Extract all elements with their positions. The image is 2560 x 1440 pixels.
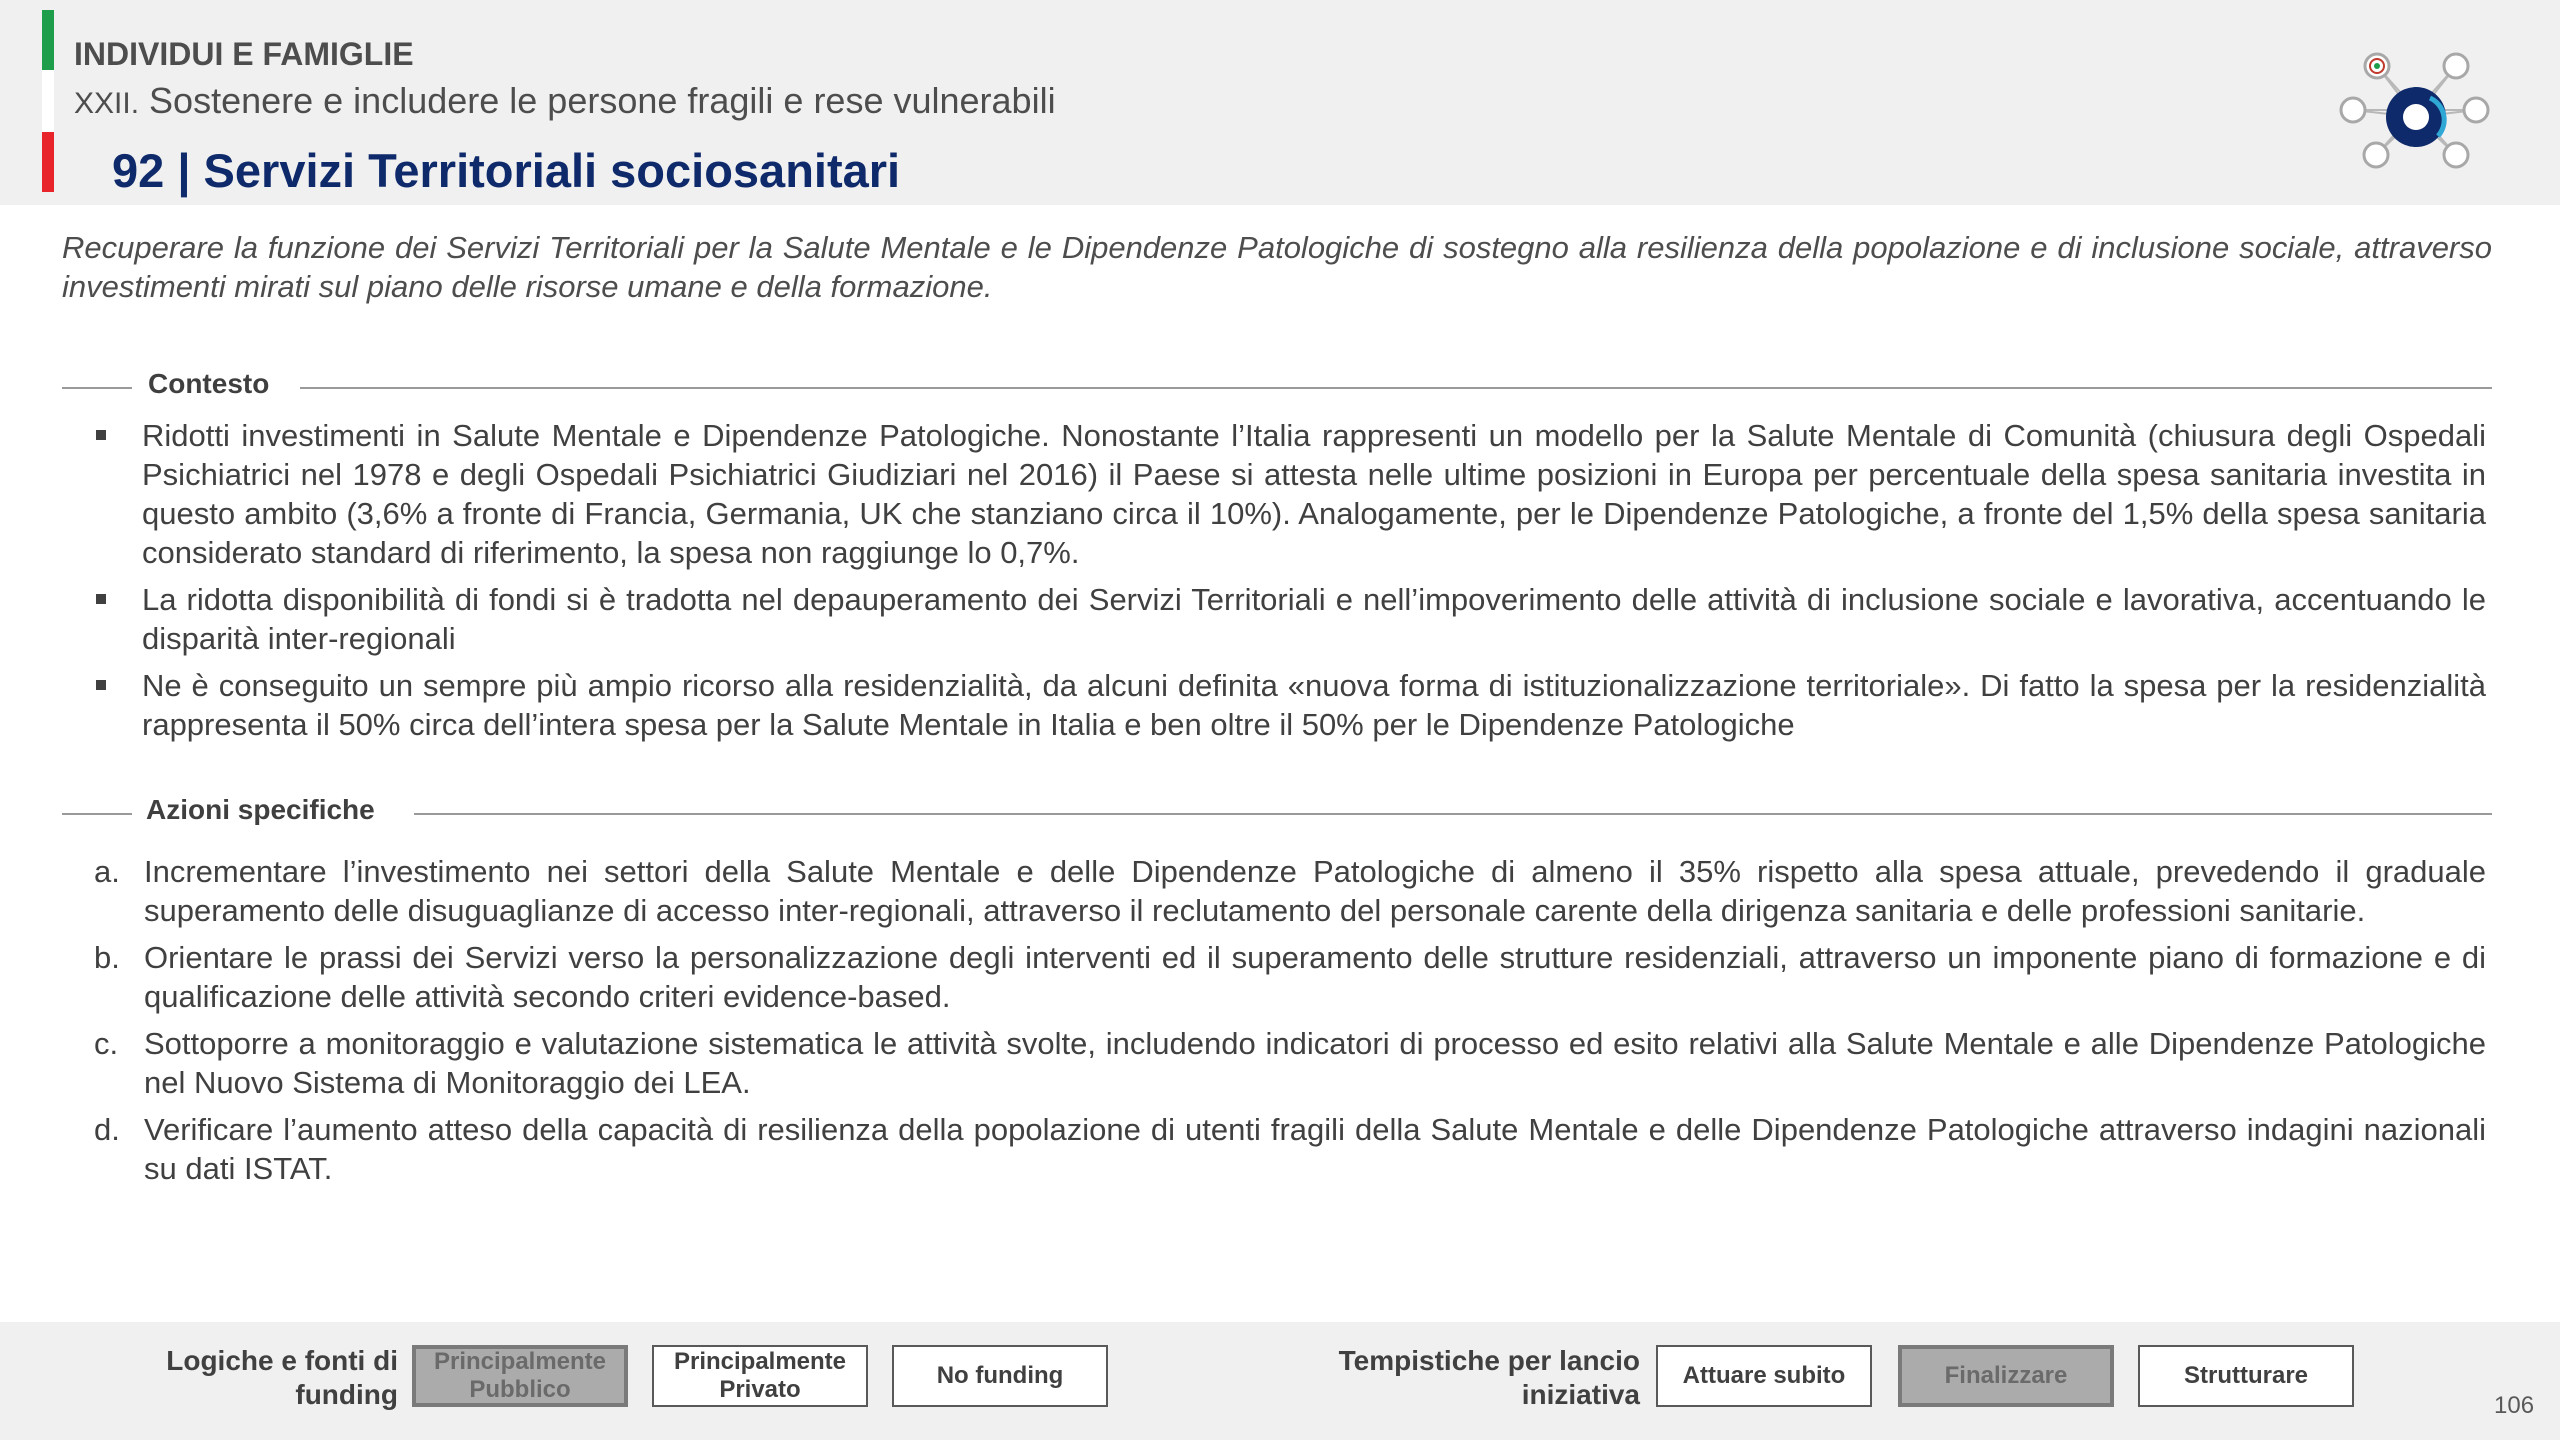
list-item: a. Incrementare l’investimento nei settori della Salute Mentale e delle Dipendenze Patologiche di almeno il 35% rispetto alla spesa attuale, prevedendo il graduale superamento delle disuguaglianze di accesso inter-regionali, attraverso il reclutamento del personale carente della dirigenza sanitaria e delle professioni sanitarie. [94, 854, 2486, 928]
subtitle-number: XXII. [74, 87, 140, 120]
timing-label: Tempistiche per lancio iniziativa [1338, 1345, 1640, 1410]
list-item: c. Sottoporre a monitoraggio e valutazione sistematica le attività svolte, includendo indicatori di processo ed esito relativi alla Salute Mentale e alle Dipendenze Patologiche nel Nuovo Sistema di Monitoraggio dei LEA. [94, 1026, 2486, 1100]
heading-rule [62, 813, 132, 815]
list-item: La ridotta disponibilità di fondi si è tradotta nel depauperamento dei Servizi Territoriali e nell’impoverimento delle attività di inclusione sociale e lavorativa, accentuando le disparità inter-regionali [62, 580, 2486, 658]
list-item: b. Orientare le prassi dei Servizi verso la personalizzazione degli interventi ed il superamento delle strutture residenziali, attraverso un imponente piano di formazione e di qualificazione delle attività secondo criteri evidence-based. [94, 940, 2486, 1014]
section-subtitle [74, 80, 1056, 122]
timing-option-strutturare[interactable]: Strutturare [2138, 1345, 2354, 1407]
network-logo-icon [2330, 40, 2490, 185]
list-marker: c. [94, 1026, 119, 1061]
list-marker: d. [94, 1112, 120, 1147]
heading-rule [300, 387, 2492, 389]
category-label: INDIVIDUI E FAMIGLIE [74, 36, 414, 72]
heading-rule [414, 813, 2492, 815]
bullet-marker [96, 430, 106, 440]
flag-white-stripe [42, 70, 54, 132]
bullet-marker [96, 594, 106, 604]
azioni-list [62, 852, 2486, 1196]
contesto-title: Contesto [148, 368, 270, 399]
timing-option-finalizzare[interactable]: Finalizzare [1898, 1345, 2114, 1407]
contesto-heading [62, 368, 2492, 408]
intro-statement: Recuperare la funzione dei Servizi Territoriali per la Salute Mentale e le Dipendenze Patologiche di sostegno alla resilienza della popolazione e di inclusione sociale, attraverso investimenti mirati sul piano delle risorse umane e della formazione. [62, 230, 2492, 304]
list-item: Ne è conseguito un sempre più ampio ricorso alla residenzialità, da alcuni definita «nuova forma di istituzionalizzazione territoriale». Di fatto la spesa per la residenzialità rappresenta il 50% circa dell’intera spesa per la Salute Mentale in Italia e ben oltre il 50% per le Dipendenze Patologiche [62, 666, 2486, 744]
list-marker: a. [94, 854, 120, 889]
funding-label: Logiche e fonti di funding [166, 1345, 398, 1410]
azioni-title: Azioni specifiche [146, 794, 375, 825]
heading-rule [62, 387, 132, 389]
subtitle-text: Sostenere e includere le persone fragili e rese vulnerabili [149, 80, 1056, 121]
timing-option-attuare-subito[interactable]: Attuare subito [1656, 1345, 1872, 1407]
page-number: 106 [2494, 1392, 2535, 1419]
azioni-heading [62, 794, 2492, 834]
list-item: d. Verificare l’aumento atteso della capacità di resilienza della popolazione di utenti fragili della Salute Mentale e delle Dipendenze Patologiche attraverso indagini nazionali su dati ISTAT. [94, 1112, 2486, 1186]
flag-red-stripe [42, 132, 54, 192]
funding-option-pubblico[interactable]: Principalmente Pubblico [412, 1345, 628, 1407]
page-title: 92 | Servizi Territoriali sociosanitari [112, 144, 901, 197]
contesto-list [62, 416, 2486, 752]
flag-green-stripe [42, 10, 54, 70]
funding-option-privato[interactable]: Principalmente Privato [652, 1345, 868, 1407]
bullet-marker [96, 680, 106, 690]
list-item: Ridotti investimenti in Salute Mentale e Dipendenze Patologiche. Nonostante l’Italia rappresenti un modello per la Salute Mentale di Comunità (chiusura degli Ospedali Psichiatrici nel 1978 e degli Ospedali Psichiatrici Giudiziari nel 2016) il Paese si attesta nelle ultime posizioni in Europa per percentuale della spesa sanitaria investita in questo ambito (3,6% a fronte di Francia, Germania, UK che stanziano circa il 10%). Analogamente, per le Dipendenze Patologiche, a fronte del 1,5% della spesa sanitaria considerato standard di riferimento, la spesa non raggiunge lo 0,7%. [62, 416, 2486, 572]
list-marker: b. [94, 940, 120, 975]
funding-option-no-funding[interactable]: No funding [892, 1345, 1108, 1407]
